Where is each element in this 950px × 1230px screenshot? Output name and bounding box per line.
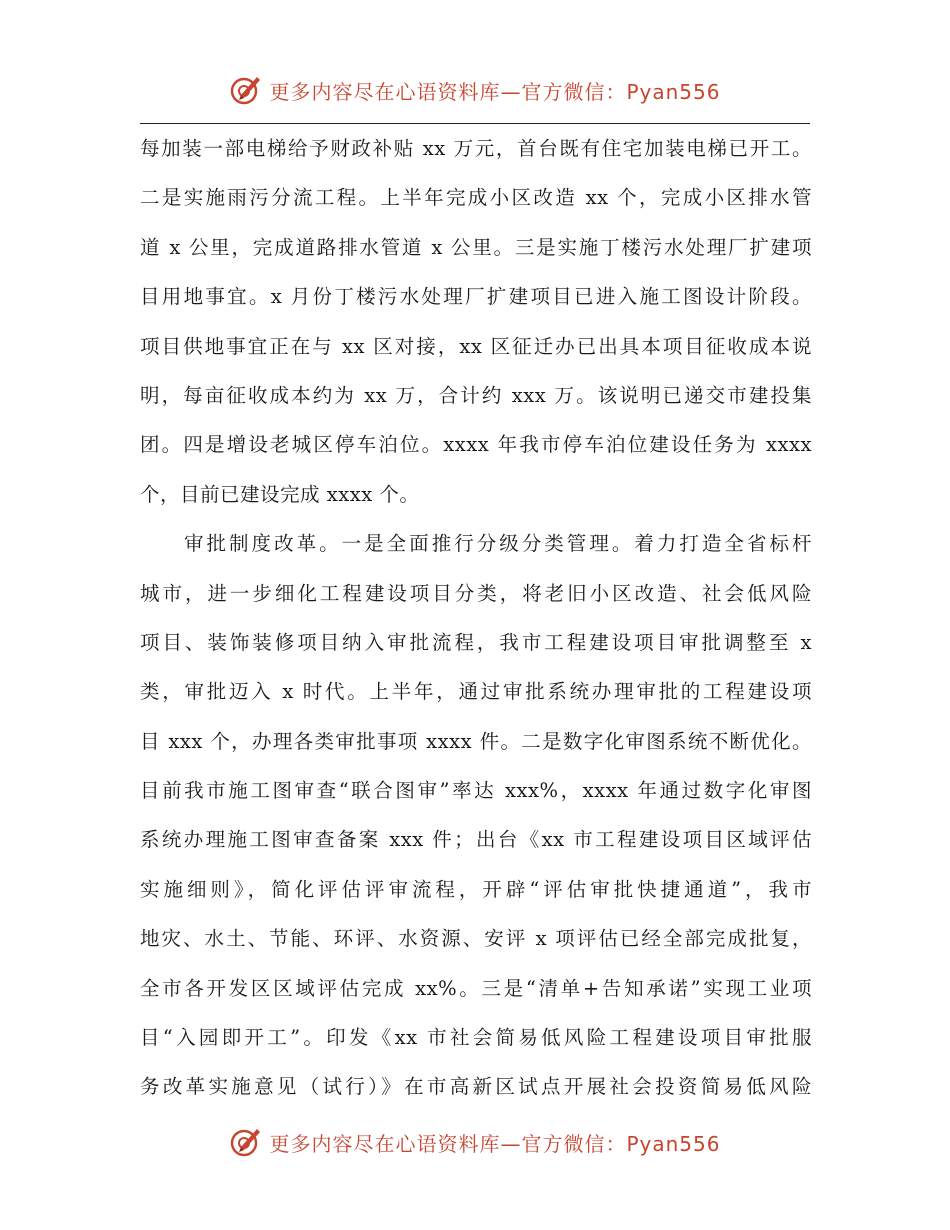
pen-logo-icon [229, 1125, 263, 1159]
text-line: 目“入园即开工”。印发《xx 市社会简易低风险工程建设项目审批服 [140, 1026, 812, 1050]
text-line: 城市，进一步细化工程建设项目分类，将老旧小区改造、社会低风险 [140, 581, 812, 605]
text-line: 明，每亩征收成本约为 xx 万，合计约 xxx 万。该说明已递交市建投集 [140, 383, 812, 407]
text-line: 务改革实施意见（试行）》在市高新区试点开展社会投资简易低风险 [140, 1075, 812, 1099]
text-line: 目 xxx 个，办理各类审批事项 xxxx 件。二是数字化审图系统不断优化。 [140, 729, 812, 753]
footer-banner [0, 1122, 950, 1162]
text-line: 二是实施雨污分流工程。上半年完成小区改造 xx 个，完成小区排水管 [140, 186, 812, 210]
text-line: 项目、装饰装修项目纳入审批流程，我市工程建设项目审批调整至 x [140, 630, 812, 654]
text-line: 地灾、水土、节能、环评、水资源、安评 x 项评估已经全部完成批复， [140, 927, 812, 951]
text-line: 全市各开发区区域评估完成 xx%。三是“清单+告知承诺”实现工业项 [140, 976, 812, 1000]
paragraph-1 [140, 124, 812, 519]
header-banner [0, 70, 950, 110]
text-line: 类，审批迈入 x 时代。上半年，通过审批系统办理审批的工程建设项 [140, 680, 812, 704]
document-body [140, 124, 812, 1112]
text-line: 审批制度改革。一是全面推行分级分类管理。着力打造全省标杆 [184, 532, 812, 556]
text-line: 道 x 公里，完成道路排水管道 x 公里。三是实施丁楼污水处理厂扩建项 [140, 235, 812, 259]
paragraph-2 [140, 519, 812, 1112]
header-banner-text: 更多内容尽在心语资料库—官方微信：Pyan556 [269, 79, 721, 104]
text-line: 实施细则》，简化评估评审流程，开辟“评估审批快捷通道”，我市 [140, 877, 812, 901]
text-line: 目用地事宜。x 月份丁楼污水处理厂扩建项目已进入施工图设计阶段。 [140, 285, 812, 309]
text-line: 目前我市施工图审查“联合图审”率达 xxx%，xxxx 年通过数字化审图 [140, 779, 812, 803]
text-line: 团。四是增设老城区停车泊位。xxxx 年我市停车泊位建设任务为 xxxx [140, 433, 812, 457]
footer-banner-text: 更多内容尽在心语资料库—官方微信：Pyan556 [269, 1131, 721, 1156]
text-line: 每加装一部电梯给予财政补贴 xx 万元，首台既有住宅加装电梯已开工。 [140, 137, 812, 160]
text-line: 系统办理施工图审查备案 xxx 件；出台《xx 市工程建设项目区域评估 [140, 828, 812, 852]
text-line: 个，目前已建设完成 xxxx 个。 [140, 482, 420, 506]
text-line: 项目供地事宜正在与 xx 区对接，xx 区征迁办已出具本项目征收成本说 [140, 334, 812, 358]
pen-logo-icon [229, 73, 263, 107]
